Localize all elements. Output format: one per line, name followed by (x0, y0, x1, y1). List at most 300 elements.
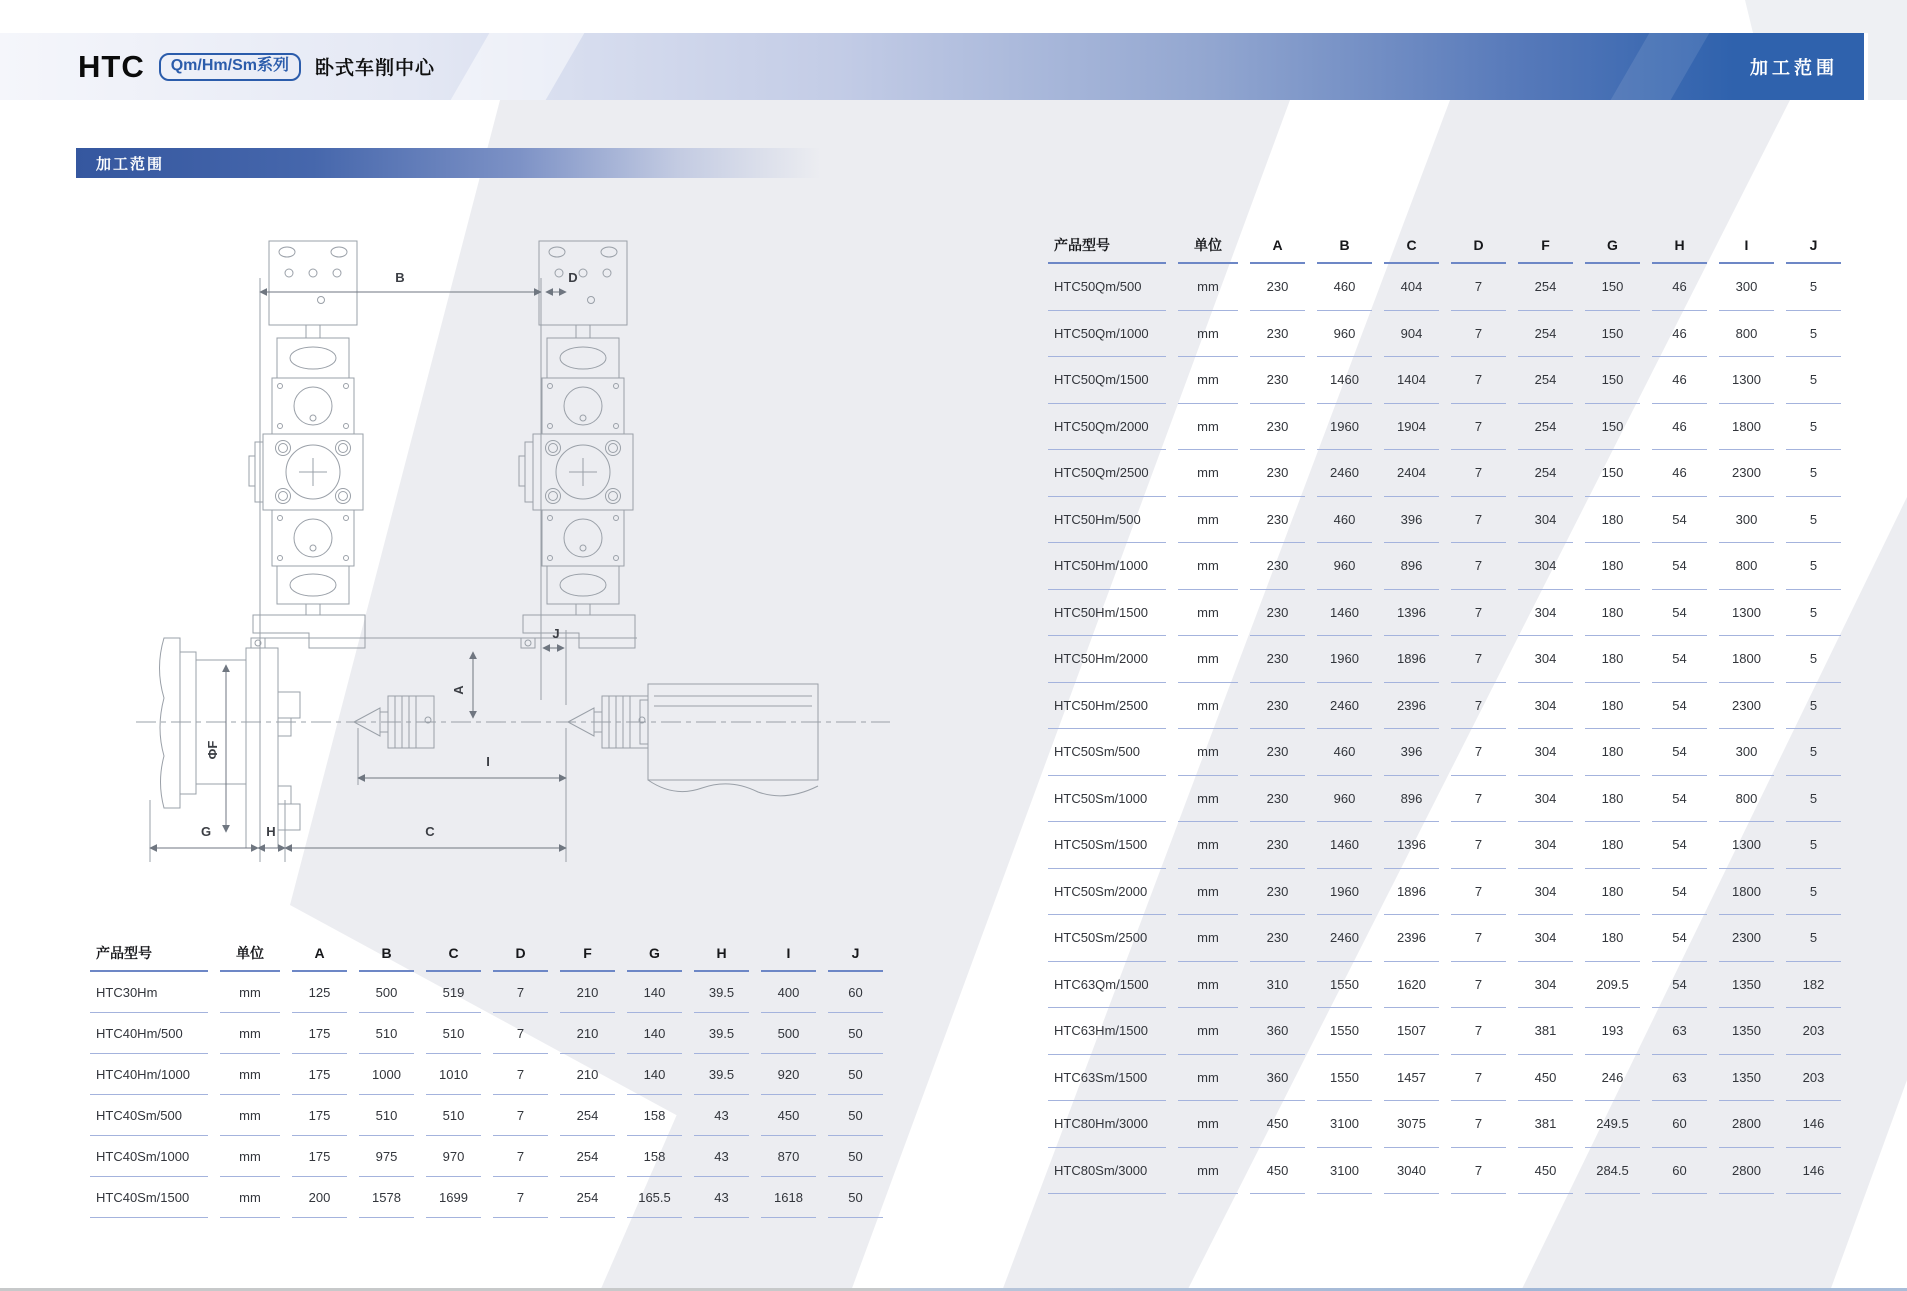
value-cell: 50 (828, 1095, 883, 1136)
dim-label-phi-f: ΦF (205, 740, 220, 760)
value-cell: mm (1178, 869, 1238, 916)
column-header: D (1451, 228, 1506, 264)
value-cell: 284.5 (1585, 1148, 1640, 1195)
value-cell: 5 (1786, 822, 1841, 869)
value-cell: 180 (1585, 683, 1640, 730)
value-cell: 140 (627, 972, 682, 1013)
value-cell: 3100 (1317, 1101, 1372, 1148)
value-cell: mm (1178, 1148, 1238, 1195)
value-cell: mm (1178, 264, 1238, 311)
model-cell: HTC50Hm/1000 (1048, 543, 1166, 590)
model-cell: HTC40Hm/1000 (90, 1054, 208, 1095)
model-cell: HTC50Sm/1000 (1048, 776, 1166, 823)
spec-row (1048, 776, 1841, 823)
value-cell: 7 (1451, 729, 1506, 776)
value-cell: 43 (694, 1136, 749, 1177)
value-cell: 54 (1652, 497, 1707, 544)
value-cell: 230 (1250, 776, 1305, 823)
value-cell: 1404 (1384, 357, 1439, 404)
value-cell: 54 (1652, 636, 1707, 683)
value-cell: 7 (1451, 822, 1506, 869)
value-cell: 39.5 (694, 1013, 749, 1054)
value-cell: 203 (1786, 1055, 1841, 1102)
column-header: 产品型号 (1048, 228, 1166, 264)
model-cell: HTC50Hm/500 (1048, 497, 1166, 544)
value-cell: mm (220, 1054, 280, 1095)
value-cell: mm (220, 1095, 280, 1136)
column-header: C (426, 936, 481, 972)
value-cell: 150 (1585, 357, 1640, 404)
value-cell: 60 (1652, 1101, 1707, 1148)
model-cell: HTC50Qm/1500 (1048, 357, 1166, 404)
value-cell: 1904 (1384, 404, 1439, 451)
header-band (0, 33, 1864, 100)
value-cell: 180 (1585, 915, 1640, 962)
value-cell: 960 (1317, 543, 1372, 590)
value-cell: 180 (1585, 869, 1640, 916)
value-cell: 230 (1250, 311, 1305, 358)
model-cell: HTC50Qm/2500 (1048, 450, 1166, 497)
column-header: F (560, 936, 615, 972)
value-cell: 230 (1250, 590, 1305, 637)
value-cell: 5 (1786, 497, 1841, 544)
value-cell: 396 (1384, 497, 1439, 544)
dim-label-i: I (486, 754, 490, 769)
value-cell: 146 (1786, 1101, 1841, 1148)
value-cell: 7 (1451, 1055, 1506, 1102)
value-cell: 193 (1585, 1008, 1640, 1055)
spec-row (90, 1054, 883, 1095)
dim-label-h: H (266, 824, 276, 839)
value-cell: 870 (761, 1136, 816, 1177)
table-header-row (1048, 228, 1841, 264)
value-cell: 360 (1250, 1008, 1305, 1055)
value-cell: 60 (828, 972, 883, 1013)
value-cell: 1507 (1384, 1008, 1439, 1055)
value-cell: 2404 (1384, 450, 1439, 497)
spec-row (90, 1095, 883, 1136)
value-cell: 381 (1518, 1008, 1573, 1055)
spec-row (1048, 497, 1841, 544)
value-cell: mm (1178, 822, 1238, 869)
value-cell: 960 (1317, 311, 1372, 358)
value-cell: mm (1178, 497, 1238, 544)
spec-table-large-models (1048, 228, 1841, 1194)
value-cell: 2396 (1384, 915, 1439, 962)
value-cell: 46 (1652, 264, 1707, 311)
column-header: D (493, 936, 548, 972)
spec-row (1048, 729, 1841, 776)
value-cell: 800 (1719, 543, 1774, 590)
value-cell: 3100 (1317, 1148, 1372, 1195)
value-cell: 381 (1518, 1101, 1573, 1148)
spec-row (1048, 915, 1841, 962)
corner-section-label: 加工范围 (1750, 57, 1838, 78)
value-cell: 158 (627, 1095, 682, 1136)
value-cell: 39.5 (694, 972, 749, 1013)
value-cell: 1396 (1384, 590, 1439, 637)
value-cell: 5 (1786, 311, 1841, 358)
value-cell: mm (220, 972, 280, 1013)
value-cell: 249.5 (1585, 1101, 1640, 1148)
value-cell: 1010 (426, 1054, 481, 1095)
value-cell: 970 (426, 1136, 481, 1177)
value-cell: 2800 (1719, 1148, 1774, 1195)
value-cell: 43 (694, 1095, 749, 1136)
value-cell: 1800 (1719, 404, 1774, 451)
value-cell: 304 (1518, 822, 1573, 869)
value-cell: 165.5 (627, 1177, 682, 1218)
value-cell: 1550 (1317, 962, 1372, 1009)
model-cell: HTC50Hm/2500 (1048, 683, 1166, 730)
value-cell: 46 (1652, 450, 1707, 497)
value-cell: 7 (1451, 264, 1506, 311)
model-cell: HTC50Sm/2000 (1048, 869, 1166, 916)
value-cell: 5 (1786, 543, 1841, 590)
value-cell: 175 (292, 1013, 347, 1054)
value-cell: 1457 (1384, 1055, 1439, 1102)
value-cell: 304 (1518, 590, 1573, 637)
value-cell: 360 (1250, 1055, 1305, 1102)
series-badge: Qm/Hm/Sm系列 (159, 53, 301, 81)
model-cell: HTC63Hm/1500 (1048, 1008, 1166, 1055)
dim-label-a: A (451, 685, 466, 695)
spec-row (1048, 264, 1841, 311)
value-cell: 5 (1786, 729, 1841, 776)
value-cell: 310 (1250, 962, 1305, 1009)
value-cell: 150 (1585, 311, 1640, 358)
value-cell: 300 (1719, 264, 1774, 311)
value-cell: 54 (1652, 915, 1707, 962)
value-cell: 304 (1518, 776, 1573, 823)
value-cell: 5 (1786, 264, 1841, 311)
value-cell: 304 (1518, 497, 1573, 544)
spec-row (1048, 357, 1841, 404)
value-cell: mm (220, 1013, 280, 1054)
column-header: A (292, 936, 347, 972)
value-cell: 7 (493, 972, 548, 1013)
value-cell: 150 (1585, 264, 1640, 311)
value-cell: 7 (1451, 1008, 1506, 1055)
column-header: 单位 (220, 936, 280, 972)
dim-label-d: D (568, 270, 578, 285)
value-cell: 450 (1250, 1148, 1305, 1195)
value-cell: 50 (828, 1013, 883, 1054)
value-cell: 54 (1652, 683, 1707, 730)
value-cell: 7 (493, 1013, 548, 1054)
value-cell: 182 (1786, 962, 1841, 1009)
value-cell: 396 (1384, 729, 1439, 776)
column-header: G (627, 936, 682, 972)
value-cell: mm (1178, 357, 1238, 404)
value-cell: 300 (1719, 729, 1774, 776)
value-cell: 180 (1585, 822, 1640, 869)
value-cell: 63 (1652, 1008, 1707, 1055)
value-cell: 304 (1518, 543, 1573, 590)
value-cell: 460 (1317, 264, 1372, 311)
value-cell: 450 (1250, 1101, 1305, 1148)
value-cell: 1800 (1719, 636, 1774, 683)
model-cell: HTC80Hm/3000 (1048, 1101, 1166, 1148)
value-cell: mm (1178, 1008, 1238, 1055)
spec-row (1048, 869, 1841, 916)
column-header: J (1786, 228, 1841, 264)
spec-row (90, 1177, 883, 1218)
value-cell: 896 (1384, 543, 1439, 590)
value-cell: 800 (1719, 776, 1774, 823)
value-cell: mm (1178, 1055, 1238, 1102)
value-cell: 54 (1652, 869, 1707, 916)
value-cell: 203 (1786, 1008, 1841, 1055)
value-cell: 150 (1585, 404, 1640, 451)
value-cell: 254 (1518, 357, 1573, 404)
value-cell: 7 (1451, 962, 1506, 1009)
spec-row (1048, 450, 1841, 497)
table-header-row (90, 936, 883, 972)
value-cell: mm (1178, 776, 1238, 823)
value-cell: 7 (493, 1136, 548, 1177)
value-cell: 3075 (1384, 1101, 1439, 1148)
value-cell: 1300 (1719, 357, 1774, 404)
value-cell: 5 (1786, 776, 1841, 823)
model-cell: HTC50Sm/2500 (1048, 915, 1166, 962)
value-cell: mm (1178, 311, 1238, 358)
value-cell: 246 (1585, 1055, 1640, 1102)
value-cell: 63 (1652, 1055, 1707, 1102)
spec-row (1048, 683, 1841, 730)
value-cell: 180 (1585, 590, 1640, 637)
value-cell: 3040 (1384, 1148, 1439, 1195)
value-cell: 230 (1250, 636, 1305, 683)
value-cell: 200 (292, 1177, 347, 1218)
value-cell: 146 (1786, 1148, 1841, 1195)
spec-row (1048, 636, 1841, 683)
value-cell: 210 (560, 1013, 615, 1054)
value-cell: 304 (1518, 915, 1573, 962)
value-cell: mm (1178, 450, 1238, 497)
brand-logo: HTC (78, 48, 145, 84)
spec-row (90, 972, 883, 1013)
value-cell: 896 (1384, 776, 1439, 823)
column-header: G (1585, 228, 1640, 264)
value-cell: 230 (1250, 869, 1305, 916)
value-cell: 2396 (1384, 683, 1439, 730)
value-cell: 5 (1786, 357, 1841, 404)
value-cell: 5 (1786, 404, 1841, 451)
value-cell: 7 (493, 1054, 548, 1095)
value-cell: 304 (1518, 729, 1573, 776)
value-cell: 1578 (359, 1177, 414, 1218)
value-cell: 304 (1518, 869, 1573, 916)
value-cell: 960 (1317, 776, 1372, 823)
value-cell: 254 (1518, 264, 1573, 311)
value-cell: 1350 (1719, 962, 1774, 1009)
column-header: I (761, 936, 816, 972)
value-cell: 50 (828, 1136, 883, 1177)
value-cell: 500 (359, 972, 414, 1013)
value-cell: 209.5 (1585, 962, 1640, 1009)
value-cell: 254 (560, 1136, 615, 1177)
model-cell: HTC50Qm/500 (1048, 264, 1166, 311)
model-cell: HTC40Sm/1000 (90, 1136, 208, 1177)
value-cell: 230 (1250, 404, 1305, 451)
spec-row (1048, 822, 1841, 869)
value-cell: 39.5 (694, 1054, 749, 1095)
value-cell: 7 (1451, 636, 1506, 683)
value-cell: 230 (1250, 915, 1305, 962)
value-cell: mm (1178, 636, 1238, 683)
column-header: B (1317, 228, 1372, 264)
value-cell: 54 (1652, 590, 1707, 637)
value-cell: 230 (1250, 497, 1305, 544)
value-cell: mm (1178, 590, 1238, 637)
model-cell: HTC50Sm/1500 (1048, 822, 1166, 869)
value-cell: 210 (560, 972, 615, 1013)
model-cell: HTC63Qm/1500 (1048, 962, 1166, 1009)
value-cell: 7 (1451, 450, 1506, 497)
value-cell: 400 (761, 972, 816, 1013)
value-cell: 230 (1250, 822, 1305, 869)
value-cell: 180 (1585, 729, 1640, 776)
value-cell: 5 (1786, 683, 1841, 730)
column-header: J (828, 936, 883, 972)
value-cell: 140 (627, 1013, 682, 1054)
value-cell: 54 (1652, 776, 1707, 823)
value-cell: 904 (1384, 311, 1439, 358)
value-cell: 510 (359, 1095, 414, 1136)
value-cell: 1550 (1317, 1008, 1372, 1055)
value-cell: 2300 (1719, 450, 1774, 497)
value-cell: mm (1178, 543, 1238, 590)
column-header: B (359, 936, 414, 972)
value-cell: 7 (1451, 311, 1506, 358)
value-cell: 304 (1518, 962, 1573, 1009)
model-cell: HTC40Sm/1500 (90, 1177, 208, 1218)
value-cell: 50 (828, 1177, 883, 1218)
column-header: 单位 (1178, 228, 1238, 264)
spec-row (1048, 590, 1841, 637)
column-header: F (1518, 228, 1573, 264)
value-cell: 254 (560, 1095, 615, 1136)
value-cell: mm (220, 1136, 280, 1177)
value-cell: mm (1178, 683, 1238, 730)
value-cell: 510 (426, 1013, 481, 1054)
value-cell: 1896 (1384, 636, 1439, 683)
value-cell: 510 (426, 1095, 481, 1136)
value-cell: 150 (1585, 450, 1640, 497)
model-cell: HTC80Sm/3000 (1048, 1148, 1166, 1195)
value-cell: 175 (292, 1095, 347, 1136)
value-cell: 7 (1451, 683, 1506, 730)
column-header: H (694, 936, 749, 972)
dim-label-c: C (425, 824, 435, 839)
spec-row (90, 1136, 883, 1177)
value-cell: 975 (359, 1136, 414, 1177)
column-header: H (1652, 228, 1707, 264)
value-cell: 1960 (1317, 404, 1372, 451)
value-cell: 2300 (1719, 915, 1774, 962)
value-cell: 230 (1250, 729, 1305, 776)
value-cell: mm (1178, 915, 1238, 962)
spec-table-small-models (90, 936, 883, 1218)
value-cell: 2460 (1317, 450, 1372, 497)
value-cell: 1620 (1384, 962, 1439, 1009)
value-cell: 7 (1451, 543, 1506, 590)
value-cell: mm (1178, 962, 1238, 1009)
value-cell: 7 (493, 1095, 548, 1136)
value-cell: 1960 (1317, 636, 1372, 683)
value-cell: 7 (1451, 915, 1506, 962)
value-cell: 50 (828, 1054, 883, 1095)
value-cell: 800 (1719, 311, 1774, 358)
spec-row (1048, 962, 1841, 1009)
value-cell: 140 (627, 1054, 682, 1095)
value-cell: 1350 (1719, 1008, 1774, 1055)
value-cell: 46 (1652, 311, 1707, 358)
model-cell: HTC50Sm/500 (1048, 729, 1166, 776)
value-cell: 43 (694, 1177, 749, 1218)
value-cell: 510 (359, 1013, 414, 1054)
value-cell: 5 (1786, 636, 1841, 683)
value-cell: 404 (1384, 264, 1439, 311)
value-cell: 180 (1585, 543, 1640, 590)
column-header: A (1250, 228, 1305, 264)
value-cell: 1300 (1719, 822, 1774, 869)
model-cell: HTC30Hm (90, 972, 208, 1013)
model-cell: HTC50Qm/1000 (1048, 311, 1166, 358)
spec-row (1048, 543, 1841, 590)
value-cell: 54 (1652, 543, 1707, 590)
value-cell: mm (1178, 1101, 1238, 1148)
value-cell: 1300 (1719, 590, 1774, 637)
model-cell: HTC50Hm/1500 (1048, 590, 1166, 637)
spec-row (1048, 311, 1841, 358)
value-cell: mm (1178, 404, 1238, 451)
value-cell: 2460 (1317, 915, 1372, 962)
value-cell: 460 (1317, 497, 1372, 544)
value-cell: 2800 (1719, 1101, 1774, 1148)
value-cell: 1350 (1719, 1055, 1774, 1102)
column-header: C (1384, 228, 1439, 264)
value-cell: 7 (1451, 776, 1506, 823)
value-cell: mm (1178, 729, 1238, 776)
value-cell: 5 (1786, 869, 1841, 916)
value-cell: 450 (1518, 1148, 1573, 1195)
column-header: 产品型号 (90, 936, 208, 972)
value-cell: 254 (1518, 404, 1573, 451)
value-cell: 54 (1652, 962, 1707, 1009)
value-cell: mm (220, 1177, 280, 1218)
value-cell: 1000 (359, 1054, 414, 1095)
dim-label-j: J (552, 626, 560, 641)
value-cell: 450 (1518, 1055, 1573, 1102)
value-cell: 460 (1317, 729, 1372, 776)
value-cell: 2460 (1317, 683, 1372, 730)
value-cell: 254 (560, 1177, 615, 1218)
model-cell: HTC40Sm/500 (90, 1095, 208, 1136)
value-cell: 300 (1719, 497, 1774, 544)
value-cell: 1460 (1317, 357, 1372, 404)
value-cell: 7 (1451, 1148, 1506, 1195)
value-cell: 304 (1518, 683, 1573, 730)
value-cell: 230 (1250, 543, 1305, 590)
machining-range-diagram (118, 200, 908, 940)
value-cell: 158 (627, 1136, 682, 1177)
dim-label-g: G (200, 824, 212, 839)
value-cell: 1896 (1384, 869, 1439, 916)
value-cell: 920 (761, 1054, 816, 1095)
value-cell: 175 (292, 1136, 347, 1177)
